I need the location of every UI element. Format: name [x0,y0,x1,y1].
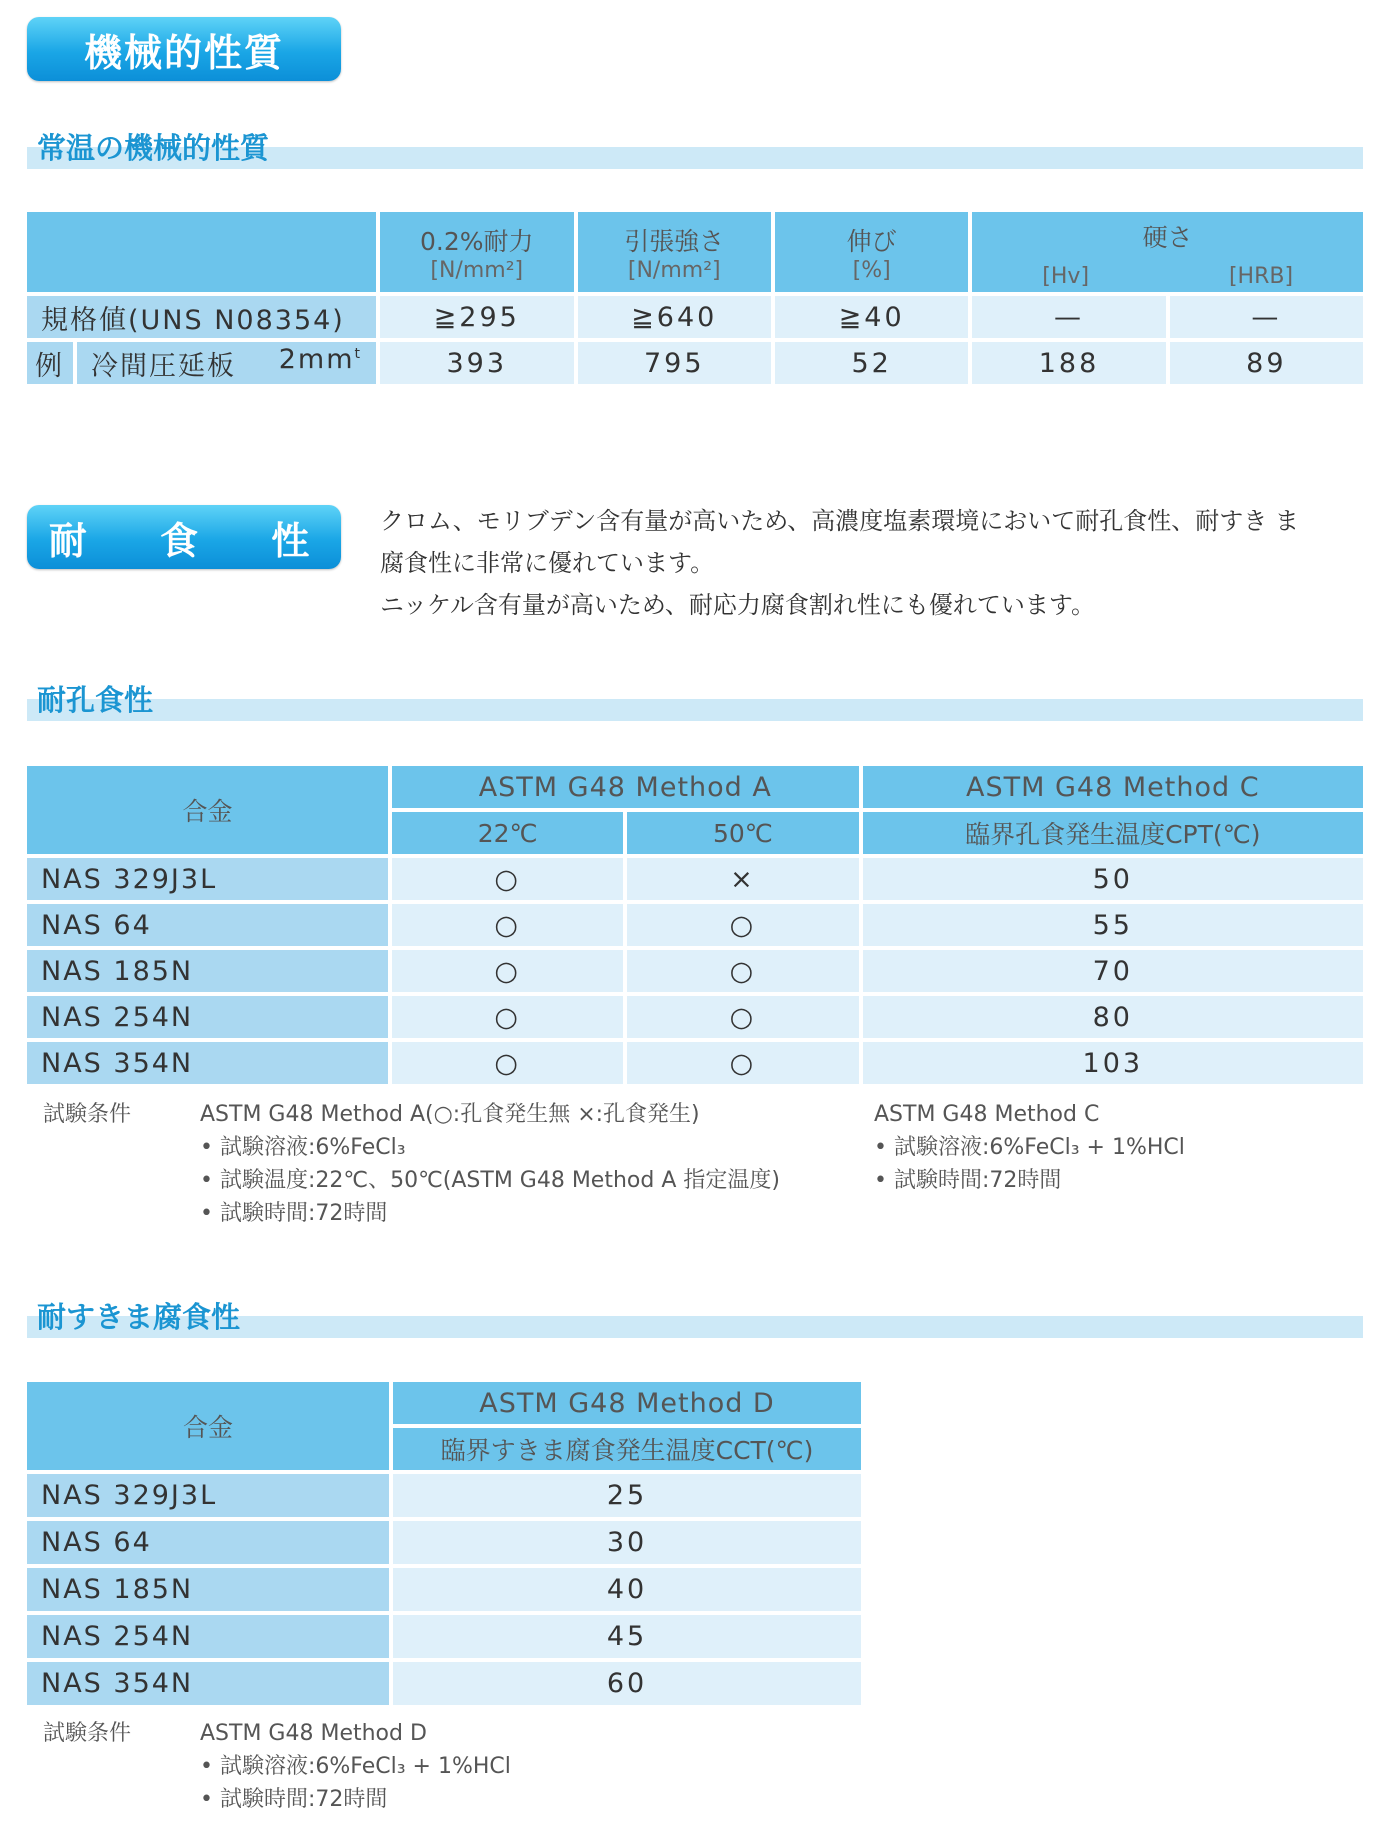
cct-value: 45 [393,1615,861,1658]
table-row [27,1615,861,1658]
example-tag: 例 [27,342,73,384]
spec-hrb: — [1170,296,1363,338]
result-50c: ○ [627,996,858,1038]
crevice-conditions-label: 試験条件 [43,1721,132,1746]
example-tensile: 795 [578,342,771,384]
cpt-value: 55 [863,904,1363,946]
header-method-c: ASTM G48 Method C [863,766,1363,808]
header-yield-strength: 0.2%耐力 [N/mm²] [380,212,573,292]
cct-value: 30 [393,1521,861,1564]
pitting-resistance-table [23,762,1367,1088]
header-hardness-hv: [Hv] [1042,263,1090,289]
cct-value: 25 [393,1474,861,1517]
header-elongation: 伸び [%] [775,212,968,292]
crevice-conditions-method-d: ASTM G48 Method D • 試験溶液:6%FeCl₃ + 1%HCl • 試験時間:72時間 [200,1721,511,1812]
corrosion-line-1: クロム、モリブデン含有量が高いため、高濃度塩素環境において耐孔食性、耐すき ま [380,507,1299,535]
mechanical-properties-banner: 機械的性質 [27,17,341,81]
result-22c: ○ [392,1042,623,1084]
result-50c: ○ [627,904,858,946]
table-row [27,904,1363,946]
header-method-a: ASTM G48 Method A [392,766,859,808]
alloy-name: NAS 185N [27,1568,389,1611]
pitting-conditions-method-a: ASTM G48 Method A(○:孔食発生無 ×:孔食発生) • 試験溶液:6%FeCl₃ • 試験温度:22℃、50℃(ASTM G48 Method A 指定温度) • 試験時間:72時間 [200,1102,780,1226]
cpt-value: 50 [863,858,1363,900]
result-22c: ○ [392,996,623,1038]
result-22c: ○ [392,858,623,900]
alloy-name: NAS 254N [27,1615,389,1658]
example-hrb: 89 [1170,342,1363,384]
header-tensile-strength: 引張強さ [N/mm²] [578,212,771,292]
table-row [27,858,1363,900]
cct-value: 40 [393,1568,861,1611]
table-row [27,1521,861,1564]
header-alloy: 合金 [27,766,388,854]
example-elongation: 52 [775,342,968,384]
corrosion-line-2: 腐食性に非常に優れています。 [380,549,715,577]
alloy-name: NAS 354N [27,1042,388,1084]
header-50c: 50℃ [627,812,858,854]
mechanical-properties-table [23,208,1367,388]
table-row [27,1568,861,1611]
spec-tensile: ≧640 [578,296,771,338]
pitting-resistance-subtitle [27,683,1363,721]
table-row [27,1042,1363,1084]
table-row [27,1662,861,1705]
crevice-resistance-subtitle [27,1300,1363,1338]
corrosion-line-3: ニッケル含有量が高いため、耐応力腐食割れ性にも優れています。 [380,591,1095,619]
alloy-name: NAS 64 [27,1521,389,1564]
alloy-name: NAS 329J3L [27,1474,389,1517]
table-row [27,1474,861,1517]
alloy-name: NAS 329J3L [27,858,388,900]
example-yield: 393 [380,342,573,384]
spec-hv: — [972,296,1165,338]
header-blank-cell [27,212,376,292]
table-row [27,996,1363,1038]
alloy-name: NAS 254N [27,996,388,1038]
header-alloy: 合金 [27,1382,389,1470]
corrosion-resistance-banner: 耐 食 性 [27,505,341,569]
cpt-value: 70 [863,950,1363,992]
subtitle-bar [27,699,1363,721]
pitting-conditions-label: 試験条件 [43,1102,132,1127]
result-50c: × [627,858,858,900]
cpt-value: 103 [863,1042,1363,1084]
alloy-name: NAS 354N [27,1662,389,1705]
result-50c: ○ [627,1042,858,1084]
example-hv: 188 [972,342,1165,384]
crevice-resistance-table [23,1378,865,1709]
alloy-name: NAS 185N [27,950,388,992]
spec-yield: ≧295 [380,296,573,338]
spec-row-label: 規格値(UNS N08354) [27,296,376,338]
result-22c: ○ [392,904,623,946]
header-method-d: ASTM G48 Method D [393,1382,861,1424]
example-row-label: 冷間圧延板 $2mm^t$ [77,342,376,384]
header-hardness: 硬さ [Hv] [HRB] [972,212,1363,292]
table-row [27,950,1363,992]
header-cct: 臨界すきま腐食発生温度CCT(℃) [393,1428,861,1470]
header-22c: 22℃ [392,812,623,854]
result-22c: ○ [392,950,623,992]
cct-value: 60 [393,1662,861,1705]
pitting-conditions-method-c: ASTM G48 Method C • 試験溶液:6%FeCl₃ + 1%HCl • 試験時間:72時間 [874,1102,1185,1193]
header-hardness-hrb: [HRB] [1228,263,1294,289]
subtitle-label: 耐すきま腐食性 [37,1300,241,1334]
spec-elongation: ≧40 [775,296,968,338]
result-50c: ○ [627,950,858,992]
subtitle-label: 常温の機械的性質 [37,131,270,165]
corrosion-description [380,500,1360,626]
room-temp-mech-subtitle [27,131,1363,169]
cpt-value: 80 [863,996,1363,1038]
alloy-name: NAS 64 [27,904,388,946]
header-cpt: 臨界孔食発生温度CPT(℃) [863,812,1363,854]
subtitle-label: 耐孔食性 [37,683,154,717]
